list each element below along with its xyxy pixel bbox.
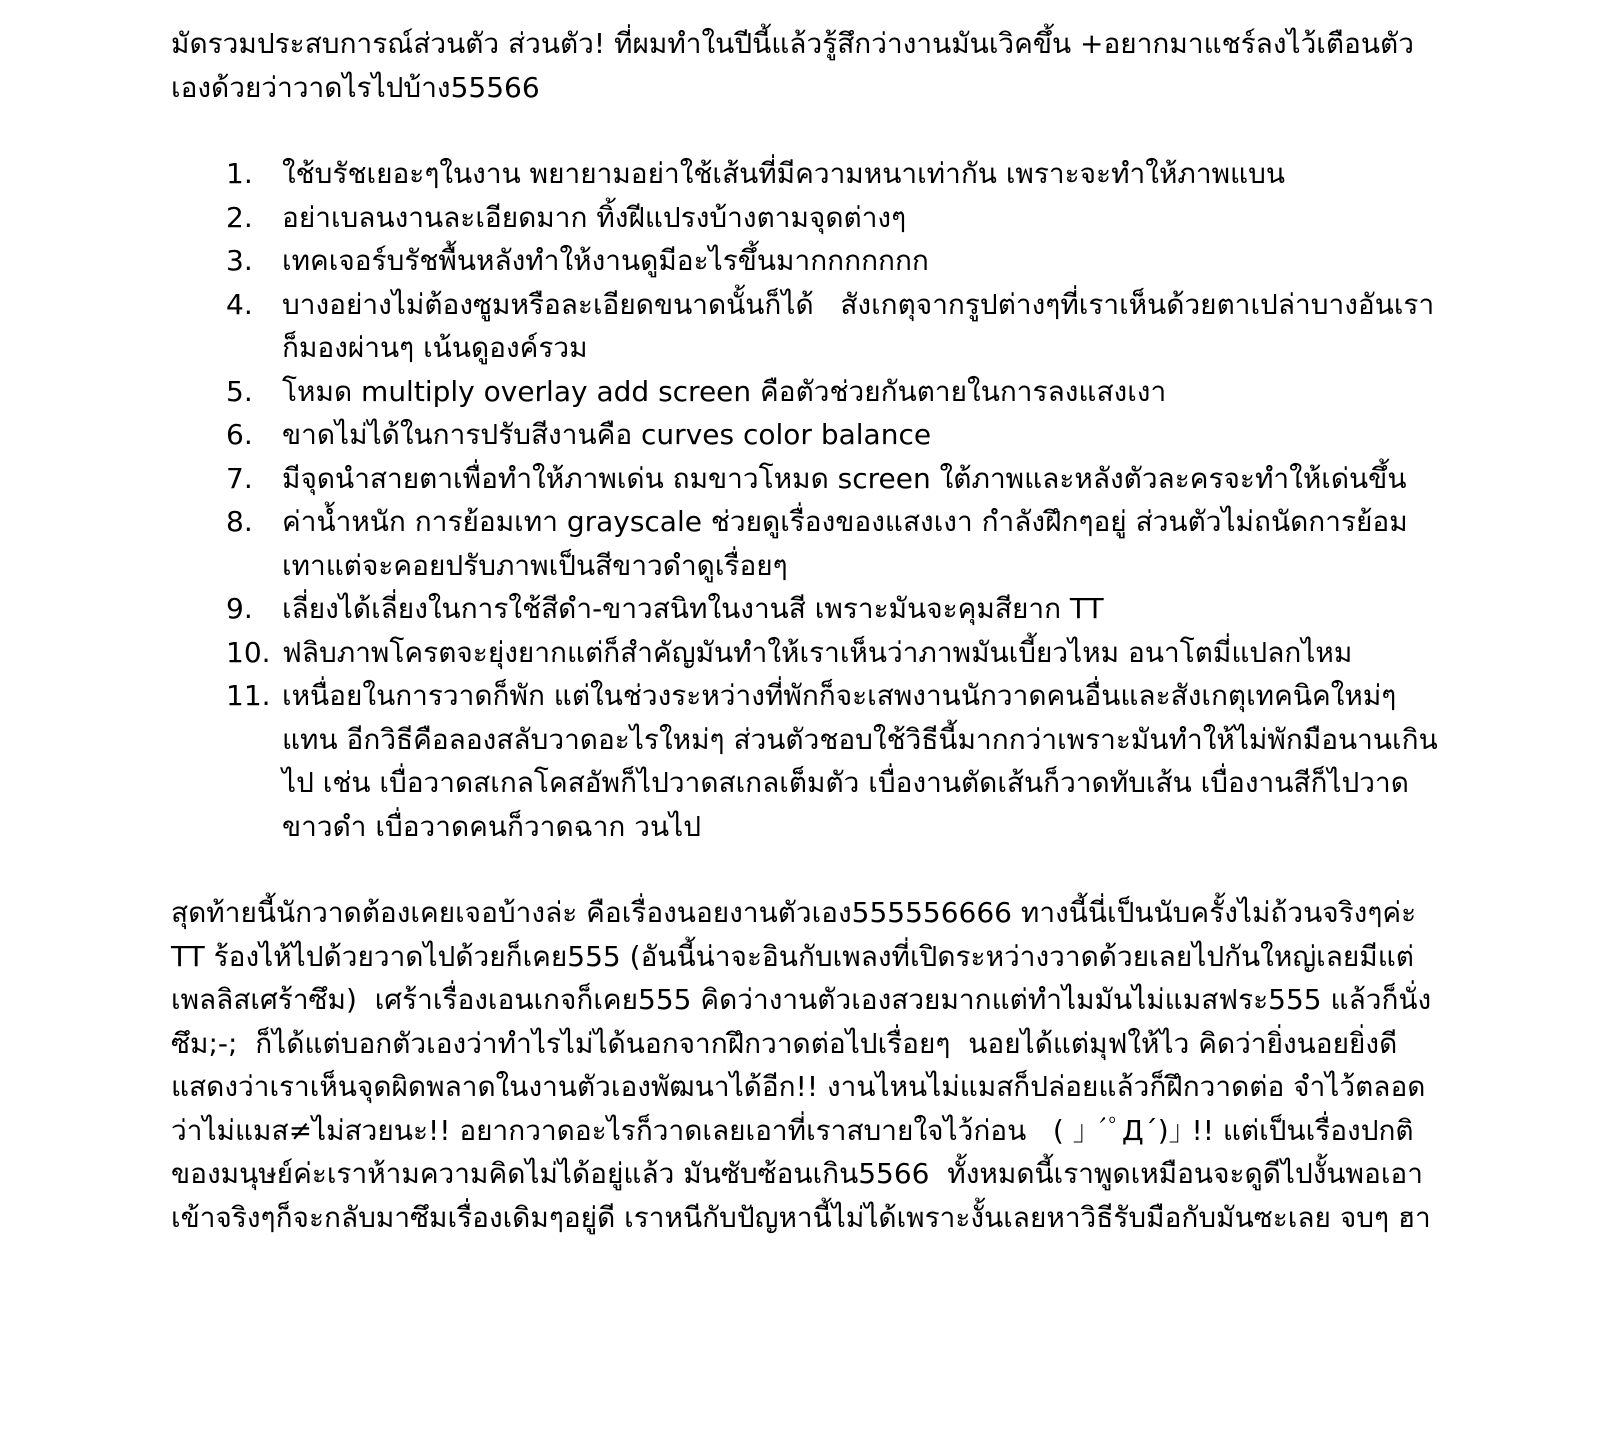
list-item — [171, 674, 1441, 848]
list-item-text: ฟลิบภาพโครตจะยุ่งยากแต่ก็สำคัญมันทำให้เราเห็นว่าภาพมันเบี้ยวไหม อนาโตมี่แปลกไหม — [282, 635, 1353, 669]
intro-paragraph: มัดรวมประสบการณ์ส่วนตัว ส่วนตัว! ที่ผมทำในปีนี้แล้วรู้สึกว่างานมันเวิคขึ้น +อยากมาแชร์ลงไว้เตือนตัวเองด้วยว่าวาดไรไปบ้าง55566 — [171, 27, 1414, 104]
list-number: 7. — [226, 461, 253, 495]
tips-list — [171, 152, 1441, 848]
list-item-text: บางอย่างไม่ต้องซูมหรือละเอียดขนาดนั้นก็ได้ สังเกตุจากรูปต่างๆที่เราเห็นด้วยตาเปล่าบางอันเราก็มองผ่านๆ เน้นดูองค์รวม — [282, 287, 1435, 364]
list-item-text: ขาดไม่ได้ในการปรับสีงานคือ curves color balance — [282, 418, 932, 451]
closing-paragraph: สุดท้ายนี้นักวาดต้องเคยเจอบ้างล่ะ คือเรื่องนอยงานตัวเอง555556666 ทางนี้นี่เป็นนับครั้งไม่ถ้วนจริงๆค่ะ TT ร้องไห้ไปด้วยวาดไปด้วยก็เคย555 (อันนี้น่าจะอินกับเพลงที่เปิดระหว่างวาดด้วยเลยไปกันใหญ่เลยมีแต่เพลลิสเศร้าซึม) เศร้าเรื่องเอนเกจก็เคย555 คิดว่างานตัวเองสวยมากแต่ทำไมมันไม่แมสฟระ555 แล้วก็นั่งซึม;-; ก็ได้แต่บอกตัวเองว่าทำไรไม่ได้นอกจากฝึกวาดต่อไปเรื่อยๆ นอยได้แต่มุฟให้ไว คิดว่ายิ่งนอยยิ่งดีแสดงว่าเราเห็นจุดผิดพลาดในงานตัวเองพัฒนาได้อีก!! งานไหนไม่แมสก็ปล่อยแล้วก็ฝึกวาดต่อ จำไว้ตลอดว่าไม่แมส≠ไม่สวยนะ!! อยากวาดอะไรก็วาดเลยเอาที่เราสบายใจไว้ก่อน ( ｣ ´ﾟД´)｣ !! แต่เป็นเรื่องปกติของมนุษย์ค่ะเราห้ามความคิดไม่ได้อยู่แล้ว มันซับซ้อนเกิน5566 ทั้งหมดนี้เราพูดเหมือนจะดูดีไปงั้นพอเอาเข้าจริงๆก็จะกลับมาซึมเรื่องเดิมๆอยู่ดี เราหนีกับปัญหานี้ไม่ได้เพราะงั้นเลยหาวิธีรับมือกับมันซะเลย จบๆ ฮา — [171, 896, 1432, 1234]
list-item — [171, 152, 1441, 196]
list-item-text: ค่าน้ำหนัก การย้อมเทา grayscale ช่วยดูเรื่องของแสงเงา กำลังฝึกๆอยู่ ส่วนตัวไม่ถนัดการย้อมเทาแต่จะคอยปรับภาพเป็นสีขาวดำดูเรื่อยๆ — [282, 505, 1408, 582]
list-item — [171, 239, 1441, 283]
list-item — [171, 631, 1441, 675]
list-number: 8. — [226, 505, 253, 538]
list-item-text: ใช้บรัชเยอะๆในงาน พยายามอย่าใช้เส้นที่มีความหนาเท่ากัน เพราะจะทำให้ภาพแบน — [282, 157, 1285, 190]
list-item — [171, 500, 1441, 587]
list-item — [171, 196, 1441, 240]
list-item-text: เลี่ยงได้เลี่ยงในการใช้สีดำ-ขาวสนิทในงานสี เพราะมันจะคุมสียาก TT — [282, 592, 1104, 625]
list-item — [171, 283, 1441, 370]
list-number: 10. — [226, 635, 271, 669]
list-item-text: อย่าเบลนงานละเอียดมาก ทิ้งฝีแปรงบ้างตามจุดต่างๆ — [282, 200, 907, 234]
list-item — [171, 413, 1441, 457]
list-number: 3. — [226, 244, 253, 277]
list-item — [171, 457, 1441, 501]
list-item-text: เทคเจอร์บรัชพื้นหลังทำให้งานดูมีอะไรขึ้นมากกกกกกก — [282, 244, 929, 277]
list-item-text: เหนื่อยในการวาดก็พัก แต่ในช่วงระหว่างที่พักก็จะเสพงานนักวาดคนอื่นและสังเกตุเทคนิคใหม่ๆแทน อีกวิธีคือลองสลับวาดอะไรใหม่ๆ ส่วนตัวชอบใช้วิธีนี้มากกว่าเพราะมันทำให้ไม่พักมือนานเกินไป เช่น เบื่อวาดสเกลโคสอัพก็ไปวาดสเกลเต็มตัว เบื่องานตัดเส้นก็วาดทับเส้น เบื่องานสีก็ไปวาดขาวดำ เบื่อวาดคนก็วาดฉาก วนไป — [282, 679, 1438, 843]
list-item — [171, 370, 1441, 414]
list-number: 11. — [226, 679, 271, 712]
list-number: 6. — [226, 418, 253, 451]
list-number: 2. — [226, 200, 253, 234]
list-item — [171, 587, 1441, 631]
document-page — [171, 22, 1441, 1239]
list-number: 4. — [226, 287, 253, 321]
list-number: 9. — [226, 592, 253, 625]
list-item-text: โหมด multiply overlay add screen คือตัวช่วยกันตายในการลงแสงเงา — [282, 374, 1167, 408]
list-item-text: มีจุดนำสายตาเพื่อทำให้ภาพเด่น ถมขาวโหมด screen ใต้ภาพและหลังตัวละครจะทำให้เด่นขึ้น — [282, 461, 1407, 495]
list-number: 1. — [226, 157, 253, 190]
list-number: 5. — [226, 374, 253, 408]
